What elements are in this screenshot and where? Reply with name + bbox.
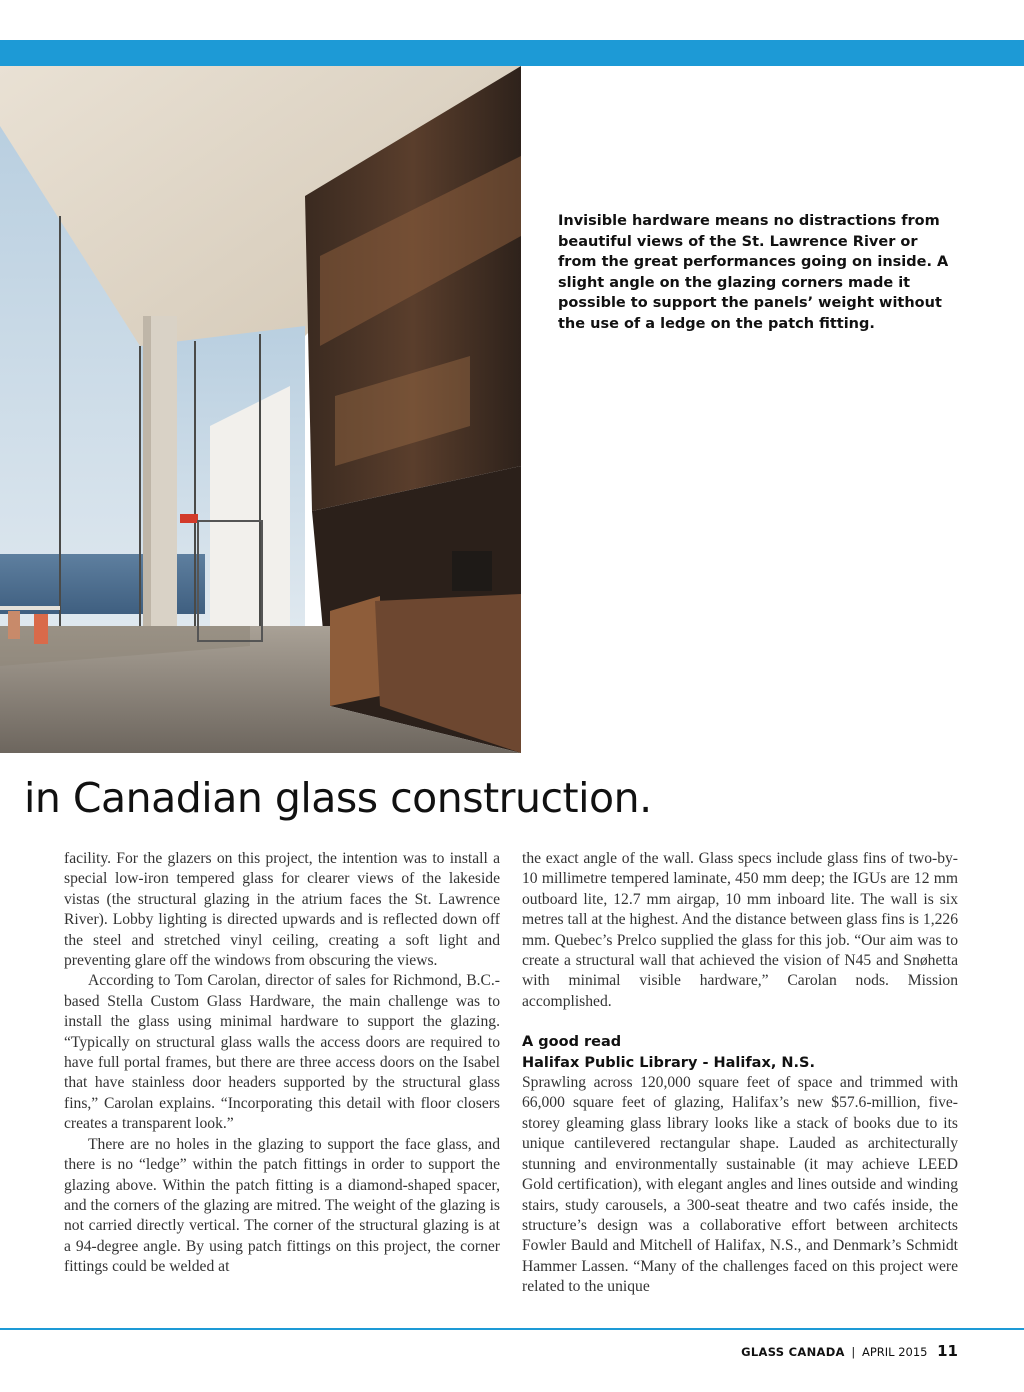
section-heading: A good read [522,1034,622,1051]
footer-rule [0,1328,1024,1330]
atrium-photo [0,66,521,753]
photo-caption: Invisible hardware means no distractions from beautiful views of the St. Lawrence River or from the great performances going on inside. A slight angle on the glazing corners made it possible to support the panels’ weight without the use of a ledge on the patch fitting. [558,213,949,332]
body-paragraph: the exact angle of the wall. Glass specs include glass fins of two-by-10 millimetre tempered laminate, 450 mm deep; the IGUs are 12 mm outboard lite, 12.7 mm airgap, 10 mm inboard lite. The wall is six metres tall at the highest. And the distance between glass fins is 1,226 mm. Quebec’s Prelco supplied the glass for this job. “Our aim was to create a structural wall that achieved the vision of N45 and Snøhetta with minimal visible hardware,” Carolan nods. Mission accomplished. [522,850,958,1010]
left-column [64,849,500,1278]
body-paragraph: There are no holes in the glazing to support the face glass, and there is no “ledge” within the patch fittings in order to support the glazing above. Within the patch fitting is a diamond-shaped spacer, and the corners of the glazing are mitred. The weight of the glazing is not carried directly vertical. The corner of the structural glazing is at a 94-degree angle. By using patch fittings on this project, the corner fittings could be welded at [64,1135,500,1276]
footer-separator: | [851,1345,856,1359]
magazine-name: GLASS CANADA [741,1345,845,1359]
section-subheading: Halifax Public Library - Halifax, N.S. [522,1054,815,1071]
body-paragraph: facility. For the glazers on this project, the intention was to install a special low-iron tempered glass for clearer views of the lakeside vistas (the structural glazing in the atrium faces the St. Lawrence River). Lobby lighting is directed upwards and is reflected down off the steel and stretched vinyl ceiling, creating a soft light and preventing glare off the windows from obscuring the views. [64,850,500,970]
body-paragraph: According to Tom Carolan, director of sales for Richmond, B.C.-based Stella Custom Glass Hardware, the main challenge was to install the glass using minimal hardware to support the glazing. “Typically on structural glass walls the access doors are required to have full portal frames, but there are three access doors on the Isabel that have stainless door headers supported by the structural glass fins,” Carolan explains. “Incorporating this detail with floor closers creates a transparent look.” [64,972,500,1133]
right-column [522,849,958,1298]
headline: in Canadian glass construction. [24,774,652,822]
page-number: 11 [937,1342,958,1360]
page-footer [741,1342,958,1360]
issue-date: APRIL 2015 [861,1345,928,1359]
top-accent-bar [0,40,1024,66]
atrium-photo-illustration [0,66,521,753]
body-paragraph: Sprawling across 120,000 square feet of space and trimmed with 66,000 square feet of glazing, Halifax’s new $57.6-million, five-storey gleaming glass library looks like a stack of books due to its unique cantilevered rectangular shape. Lauded as architecturally stunning and environmentally sustainable (it may achieve LEED Gold certification), with elegant angles and lines outside and winding stairs, study carousels, a 300-seat theatre and two cafés inside, the structure’s design was a collaborative effort between architects Fowler Bauld and Mitchell of Halifax, N.S., and Denmark’s Schmidt Hammer Lassen. “Many of the challenges faced on this project were related to the unique [522,1074,958,1296]
